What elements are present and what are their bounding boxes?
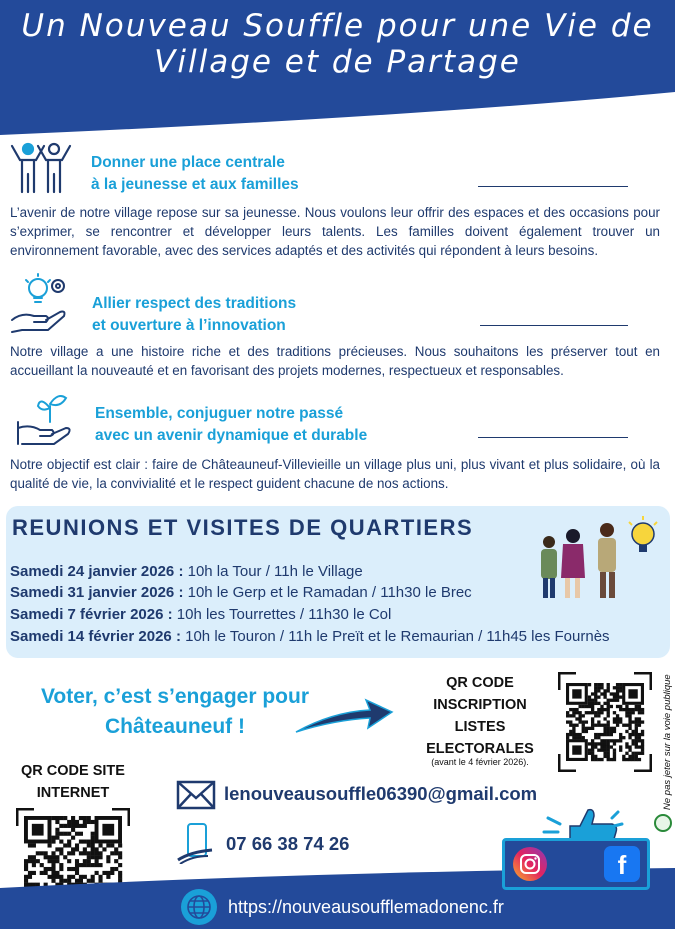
- title-line-2: Village et de Partage: [154, 44, 521, 80]
- section-2-title: [92, 293, 296, 337]
- section-1-title-line-1: Donner une place centrale: [91, 154, 285, 171]
- meeting-details: 10h le Gerp et le Ramadan / 11h30 le Brec: [183, 584, 472, 601]
- sprout-hand-icon: [12, 392, 74, 450]
- facebook-icon[interactable]: f: [604, 846, 640, 882]
- meeting-row: [10, 582, 472, 604]
- section-1-divider: [478, 186, 628, 187]
- phone-icon: [176, 822, 216, 864]
- meetings-title: REUNIONS ET VISITES DE QUARTIERS: [12, 515, 474, 540]
- qr-site-line-2: INTERNET: [36, 785, 110, 801]
- family-icon: [8, 140, 74, 196]
- phone-number[interactable]: 07 66 38 74 26: [226, 833, 350, 854]
- qr-listes-line-1: QR CODE: [446, 675, 514, 691]
- section-2-text: Notre village a une histoire riche et des traditions précieuses. Nous souhaitons les préserver tout en accueillant la nouveauté et en favorisant des projets modernes, respectueux et responsables.: [10, 344, 660, 378]
- email-link[interactable]: lenouveausouffle06390@gmail.com: [224, 783, 538, 804]
- section-3-title-line-2: avec un avenir dynamique et durable: [95, 427, 368, 444]
- qr-listes-line-3: LISTES: [454, 719, 506, 735]
- recycle-icon: [654, 814, 672, 832]
- meeting-details: 10h les Tourrettes / 11h30 le Col: [172, 606, 392, 623]
- section-2-title-line-2: et ouverture à l’innovation: [92, 317, 286, 334]
- website-link[interactable]: https://nouveausoufflemadonenc.fr: [228, 897, 504, 917]
- meeting-date: Samedi 31 janvier 2026 :: [10, 584, 184, 601]
- qr-listes-deadline: (avant le 4 février 2026).: [431, 757, 529, 767]
- meeting-date: Samedi 7 février 2026 :: [10, 606, 173, 623]
- vote-slogan: [10, 682, 340, 742]
- section-3-divider: [478, 437, 628, 438]
- arrow-right-icon: [292, 694, 396, 738]
- title-line-1: Un Nouveau Souffle pour une Vie de: [21, 8, 654, 44]
- vote-slogan-line-1: Voter, c’est s’engager pour: [40, 685, 310, 708]
- section-1-title: [91, 152, 299, 196]
- qr-site-line-1: QR CODE SITE: [21, 763, 125, 779]
- section-3-text: Notre objectif est clair : faire de Châteauneuf-Villevieille un village plus uni, plus vivant et plus solidaire, où la qualité de vie, la convivialité et le respect guident chacune de nos actions.: [10, 457, 660, 491]
- meeting-date: Samedi 14 février 2026 :: [10, 628, 181, 645]
- meeting-details: 10h le Touron / 11h le Preït et le Remaurian / 11h45 les Fournès: [180, 628, 610, 645]
- people-idea-illustration: [535, 512, 663, 600]
- meeting-row: [10, 626, 610, 648]
- section-1-text: L’avenir de notre village repose sur sa jeunesse. Nous voulons leur offrir des espaces et des occasions pour s’exprimer, se rencontrer et développer leurs talents. Les familles doivent également trouver un environnement favorable, avec des services adaptés et des activités qui répondent à leurs besoins.: [10, 205, 660, 258]
- side-note: Ne pas jeter sur la voie publique: [662, 674, 673, 810]
- qr-listes-label: [412, 672, 548, 760]
- qr-site-label: [10, 760, 136, 804]
- instagram-icon[interactable]: [512, 846, 548, 882]
- globe-icon: [180, 888, 218, 926]
- meeting-row: [10, 561, 363, 583]
- meeting-details: 10h la Tour / 11h le Village: [183, 563, 363, 580]
- qr-listes-line-2: INSCRIPTION: [433, 697, 527, 713]
- section-3-title: [95, 403, 367, 447]
- mail-icon: [176, 780, 216, 810]
- vote-slogan-line-2: Châteauneuf !: [104, 715, 245, 738]
- section-3-title-line-1: Ensemble, conjuguer notre passé: [95, 405, 344, 422]
- innovation-hand-icon: [8, 272, 74, 336]
- meeting-row: [10, 604, 391, 626]
- qr-listes-line-4: ELECTORALES: [426, 741, 534, 757]
- section-2-title-line-1: Allier respect des traditions: [92, 295, 297, 312]
- qr-code-listes[interactable]: [558, 672, 652, 772]
- meeting-date: Samedi 24 janvier 2026 :: [10, 563, 184, 580]
- section-1-title-line-2: à la jeunesse et aux familles: [91, 176, 299, 193]
- section-2-divider: [480, 325, 628, 326]
- page-title: [0, 8, 675, 80]
